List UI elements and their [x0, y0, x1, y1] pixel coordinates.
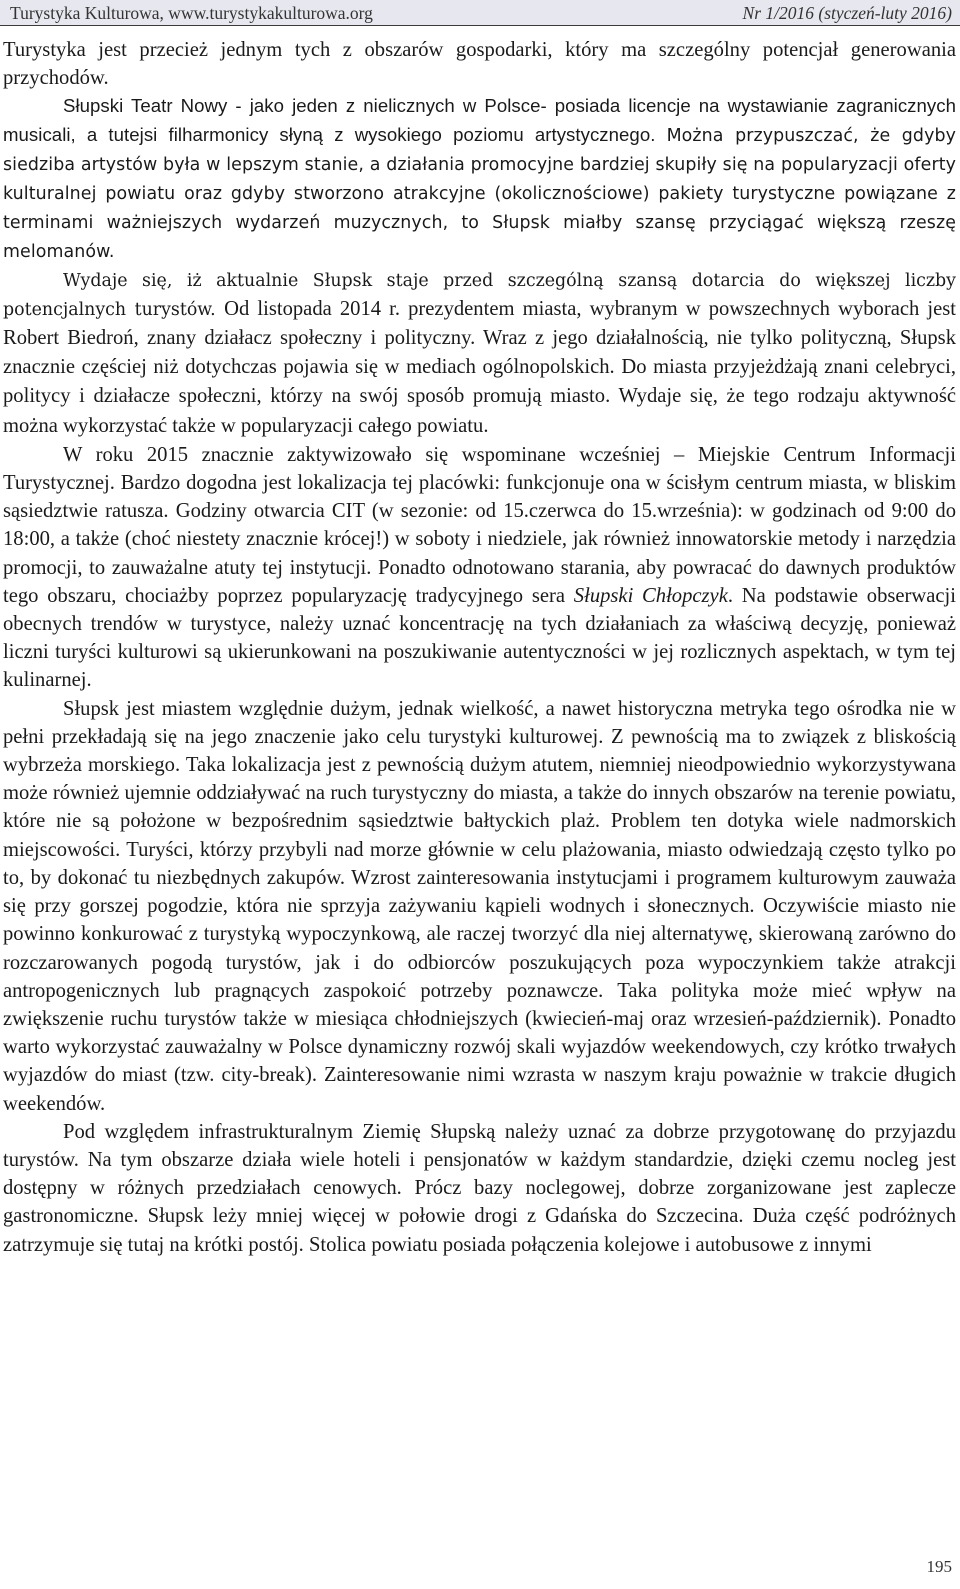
paragraph-3-continued: Od listopada 2014 r. prezydentem miasta, wybranym w powszechnych wyborach jest Robert Biedroń, znany działacz społeczny i polityczny. Wraz z jego działalnością, nie tylko polityczną, Słupsk znacznie częściej niż dotychczas pojawia się w mediach ogólnopolskich. Do miasta przyjeżdżają znani celebryci, politycy i działacze społeczni, którzy na swój sposób promują miasto. Wydaje się, że tego rodzaju aktywność można wykorzystać także w popularyzacji całego powiatu.: [3, 297, 956, 437]
paragraph-3-text: Wydaje się, iż aktualnie Słupsk staje przed szczególną szansą dotarcia do większej liczby potencjalnych turystów.: [3, 270, 956, 320]
cheese-name: Słupski Chłopczyk: [573, 584, 728, 607]
paragraph-2: [3, 92, 956, 266]
running-header: [0, 0, 960, 26]
paragraph-4-text: W roku 2015 znacznie zaktywizowało się wspominane wcześniej – Miejskie Centrum Informacji Turystycznej. Bardzo dogodna jest lokalizacja tej placówki: funkcjonuje ona w ścisłym centrum miasta, w bliskim sąsiedztwie ratusza. Godziny otwarcia CIT (w sezonie: od 15.czerwca do 15.września): w godzinach od 9:00 do 18:00, a także (choć niestety znacznie krócej!) w soboty i niedziele, jak również innowatorskie metody i narzędzia promocji, to zauważalne atuty tej instytucji. Ponadto odnotowano starania, aby powracać do dawnych produktów tego obszaru, chociażby poprzez popularyzację tradycyjnego sera: [3, 443, 956, 607]
paragraph-2-text: Słupski Teatr Nowy - jako jeden z nielicznych w Polsce- posiada licencje na wystawianie zagranicznych musicali, a tutejsi filharmonicy słyną z wysokiego poziomu artystycznego.: [3, 95, 956, 145]
paragraph-3: [3, 267, 956, 441]
page-number: 195: [926, 1557, 952, 1576]
paragraph-6: Pod względem infrastrukturalnym Ziemię Słupską należy uznać za dobrze przygotowanę do przyjazdu turystów. Na tym obszarze działa wiele hoteli i pensjonatów w każdym standardzie, dzięki czemu nocleg jest dostępny w różnych przedziałach cenowych. Prócz bazy noclegowej, dobrze zorganizowane jest zaplecze gastronomiczne. Słupsk leży mniej więcej w połowie drogi z Gdańska do Szczecina. Duża część podróżnych zatrzymuje się tutaj na krótki postój. Stolica powiatu posiada połączenia kolejowe i autobusowe z innymi: [3, 1120, 956, 1256]
paragraph-4-continued: . Na podstawie obserwacji obecnych trendów w turystyce, należy uznać koncentrację na tych działaniach za właściwą decyzję, ponieważ liczni turyści kulturowi są ukierunkowani na poszukiwanie autentyczności w jej rozlicznych aspektach, w tym tej kulinarnej.: [3, 584, 957, 692]
journal-title: Turystyka Kulturowa, www.turystykakulturowa.org: [10, 3, 373, 23]
issue-info: Nr 1/2016 (styczeń-luty 2016): [742, 3, 952, 23]
paragraph-1: Turystyka jest przecież jednym tych z obszarów gospodarki, który ma szczególny potencjał generowania przychodów.: [3, 39, 956, 90]
paragraph-2-continued: Można przypuszczać, że gdyby siedziba artystów była w lepszym stanie, a działania promocyjne bardziej skupiły się na popularyzacji oferty kulturalnej powiatu oraz gdyby stworzono atrakcyjne (okolicznościowe) pakiety turystyczne powiązane z terminami ważniejszych wydarzeń muzycznych, to Słupsk miałby szansę przyciągać większą rzeszę melomanów.: [3, 125, 956, 263]
paragraph-4: [3, 441, 956, 695]
paragraph-5: Słupsk jest miastem względnie dużym, jednak wielkość, a nawet historyczna metryka tego ośrodka nie w pełni przekładają się na jego znaczenie jako celu turystyki kulturowej. Z pewnością ma to związek z bliskością wybrzeża morskiego. Taka lokalizacja jest z pewnością dużym atutem, niemniej nieodpowiednio wykorzystywana może również ujemnie oddziaływać na ruch turystyczny do miasta, a także do innych obszarów na terenie powiatu, które nie są położone w bezpośrednim sąsiedztwie bałtyckich plaż. Problem ten dotyka wiele nadmorskich miejscowości. Turyści, którzy przybyli nad morze głównie w celu plażowania, miasto odwiedzają często tylko po to, by dokonać tu niezbędnych zakupów. Wzrost zainteresowania instytucjami i programem kulturowym zauważa się przy gorszej pogodzie, która nie sprzyja zażywaniu kąpieli wodnych i słonecznych. Oczywiście miasto nie powinno konkurować z turystyką wypoczynkową, ale raczej tworzyć dla niej alternatywę, skierowaną zarówno do rozczarowanych pogodą turystów, jak i do odbiorców poszukujących poza wypoczynkiem także atrakcji antropogenicznych lub pragnących zaspokoić potrzeby poznawcze. Taka polityka może mieć wpływ na zwiększenie ruchu turystów także w miesiąca chłodniejszych (kwiecień-maj oraz wrzesień-październik). Ponadto warto wykorzystać zauważalny w Polsce dynamiczny rozwój skali wyjazdów weekendowych, czy krótko trwałych wyjazdów do miast (tzw. city-break). Zainteresowanie nimi wzrasta w naszym kraju poważnie w trakcie długich weekendów.: [3, 697, 956, 1115]
article-body: [3, 36, 956, 1259]
